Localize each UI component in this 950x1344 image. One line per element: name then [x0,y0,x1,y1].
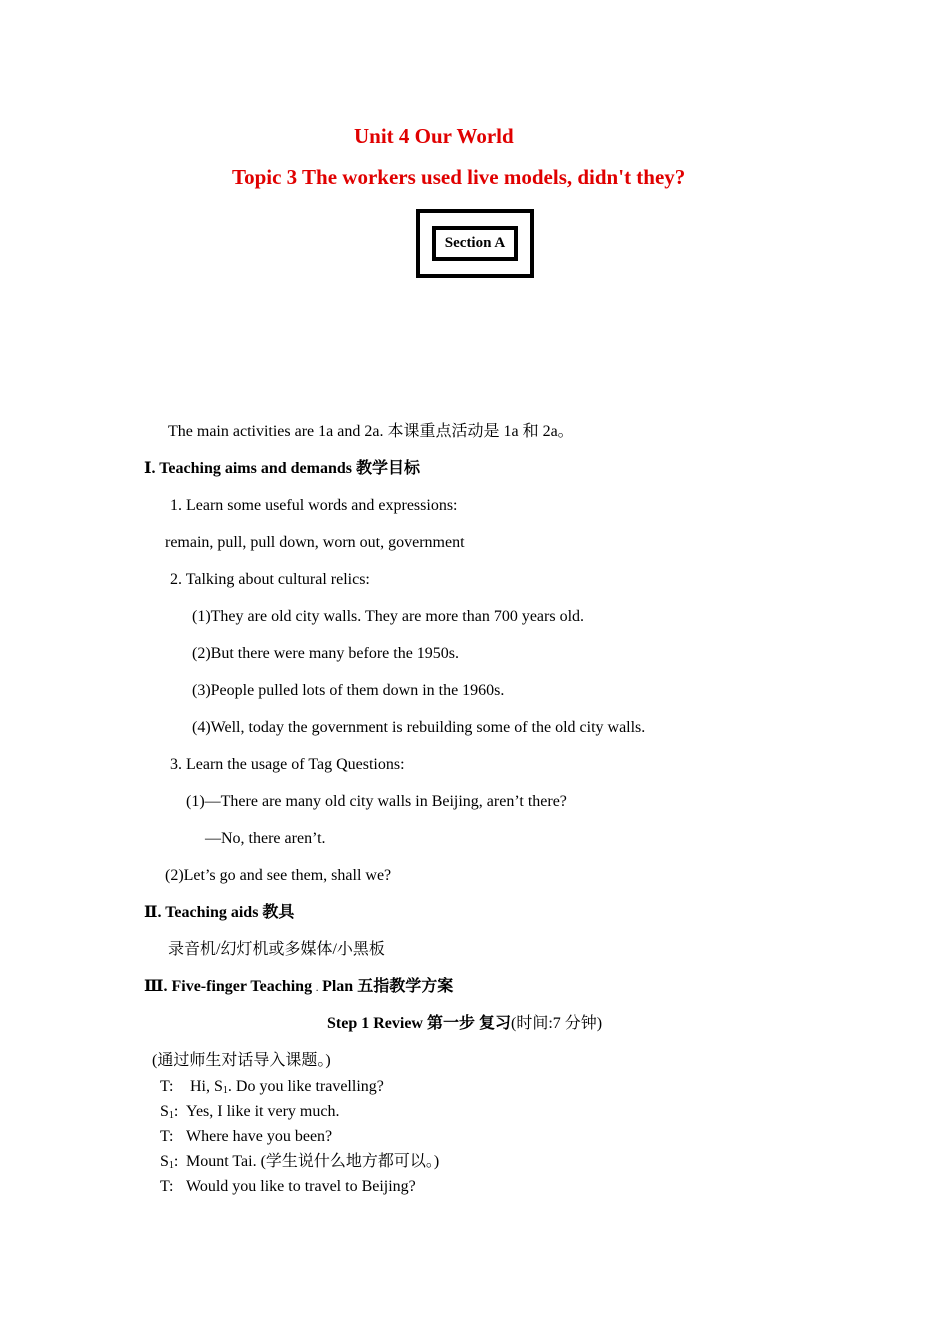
dialogue-line [160,1152,439,1172]
dialogue-text: Where have you been? [186,1128,333,1145]
dialogue-speaker: T: [160,1178,174,1195]
dialogue-line [160,1102,339,1122]
aids-heading: Ⅱ. Teaching aids 教具 [144,904,295,921]
tag-question-2: (2)Let’s go and see them, shall we? [165,867,392,884]
dialogue-text-end: . Do you like travelling? [227,1078,384,1095]
dialogue-speaker: $S_1$: [160,1103,179,1121]
aims-sentence: (1)They are old city walls. They are more than 700 years old. [192,608,585,625]
plan-heading-dot: . [316,984,319,993]
tag-question-1: (1)—There are many old city walls in Beijing, aren’t there? [186,793,567,810]
plan-heading-part-a: Ⅲ. Five-finger Teaching [144,978,313,995]
dialogue-speaker: T: [160,1078,174,1095]
dialogue-text: Hi, S [186,1078,223,1095]
aims-sentence: (4)Well, today the government is rebuilding some of the old city walls. [192,719,646,736]
aims-heading: Ⅰ. Teaching aims and demands 教学目标 [144,460,420,477]
section-box [416,209,534,278]
dialogue-line [160,1077,384,1097]
dialogue-line [160,1127,332,1147]
aims-words: remain, pull, pull down, worn out, government [165,534,465,551]
unit-title: Unit 4 Our World [354,124,514,148]
aims-item-1: 1. Learn some useful words and expressions: [170,497,458,514]
aims-item-2: 2. Talking about cultural relics: [170,571,370,588]
intro-text: The main activities are 1a and 2a. 本课重点活动是 1a 和 2a。 [168,423,574,440]
step1-note: (通过师生对话导入课题。) [152,1052,331,1069]
dialogue-text: Yes, I like it very much. [186,1103,340,1120]
step1-label: Step 1 Review 第一步 复习 [327,1015,511,1032]
tag-answer-1: —No, there aren’t. [205,830,326,847]
topic-title: Topic 3 The workers used live models, didn't they? [232,165,686,189]
section-label: Section A [444,235,506,251]
aims-sentence: (3)People pulled lots of them down in the 1960s. [192,682,505,699]
step1-title [327,1014,602,1034]
dialogue-text: Would you like to travel to Beijing? [186,1178,416,1195]
plan-heading-part-b: Plan 五指教学方案 [322,978,454,995]
dialogue-text: Mount Tai. (学生说什么地方都可以。) [186,1153,440,1170]
dialogue-speaker: T: [160,1128,174,1145]
aids-content: 录音机/幻灯机或多媒体/小黑板 [168,941,385,958]
aims-sentence: (2)But there were many before the 1950s. [192,645,460,662]
plan-heading [144,977,453,999]
section-box-inner [432,226,518,261]
dialogue-speaker: $S_1$: [160,1153,179,1171]
dialogue-line [160,1177,416,1197]
dialogue-text-sub: 1 [222,1085,228,1096]
aims-item-3: 3. Learn the usage of Tag Questions: [170,756,405,773]
step1-time: (时间:7 分钟) [511,1015,603,1032]
